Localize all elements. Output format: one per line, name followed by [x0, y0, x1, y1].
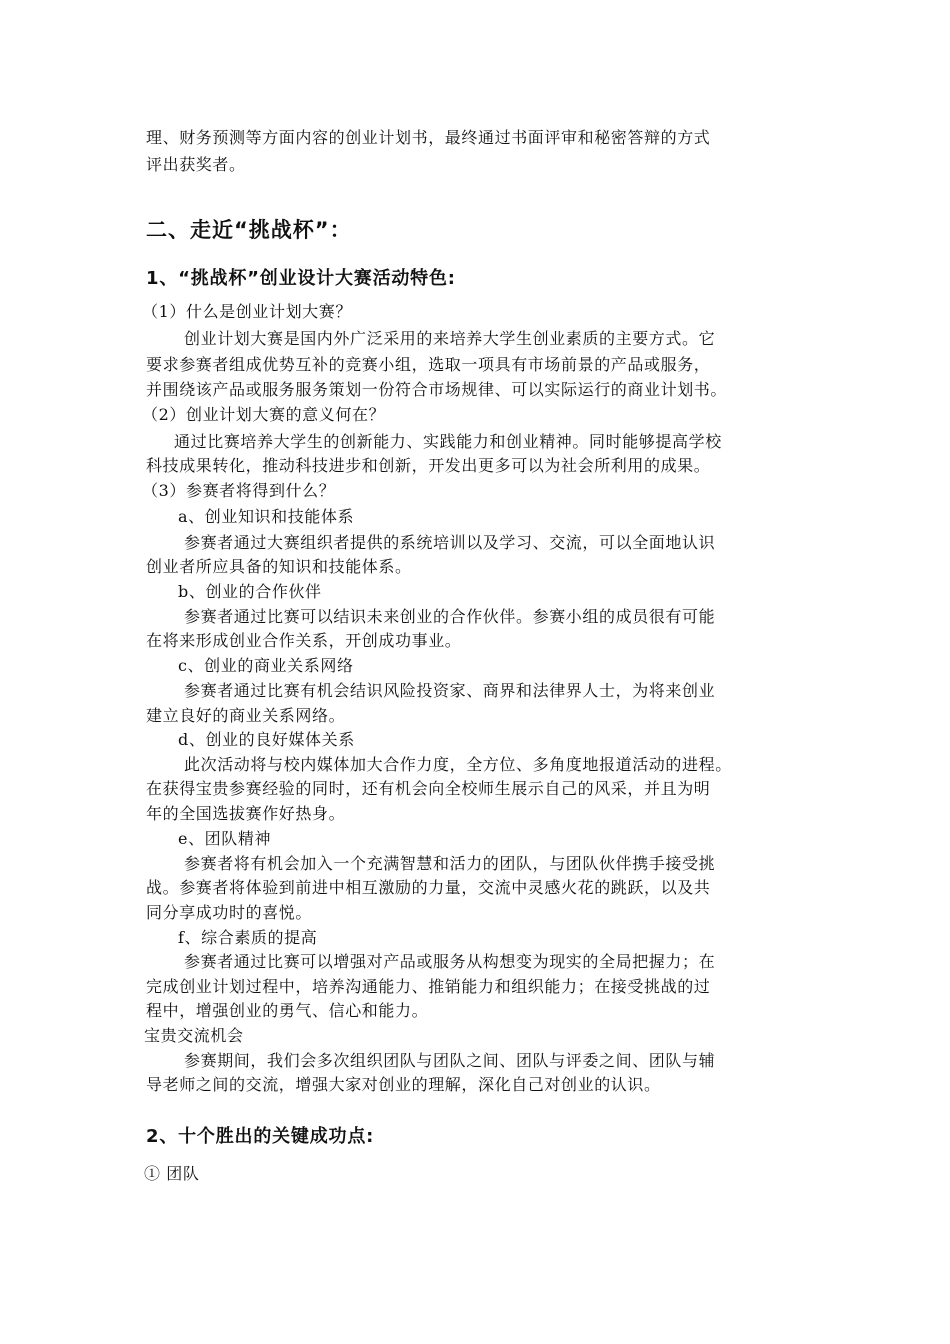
item-e-title: e、团队精神	[178, 829, 272, 848]
item-b-paragraph-line: 在将来形成创业合作关系，开创成功事业。	[146, 631, 462, 650]
question-1-paragraph-line: 要求参赛者组成优势互补的竞赛小组，选取一项具有市场前景的产品或服务，	[146, 355, 711, 374]
item-f-title: f、综合素质的提高	[178, 928, 318, 947]
question-1: （1）什么是创业计划大赛？	[142, 302, 352, 321]
item-c-paragraph-line: 建立良好的商业关系网络。	[146, 706, 346, 725]
question-1-paragraph-line: 并围绕该产品或服务服务策划一份符合市场规律、可以实际运行的商业计划书。	[146, 380, 728, 399]
question-3: （3）参赛者将得到什么？	[142, 481, 336, 500]
item-c-paragraph-line: 参赛者通过比赛有机会结识风险投资家、商界和法律界人士，为将来创业	[184, 681, 716, 700]
item-f-paragraph-line: 程中，增强创业的勇气、信心和能力。	[146, 1001, 429, 1020]
item-e-paragraph-line: 战。参赛者将体验到前进中相互激励的力量，交流中灵感火花的跳跃，以及共	[146, 878, 711, 897]
item-d-paragraph-line: 年的全国选拔赛作好热身。	[146, 804, 346, 823]
subsection-2-heading: 2、十个胜出的关键成功点:	[146, 1126, 375, 1147]
subsection-1-heading: 1、“挑战杯”创业设计大赛活动特色:	[146, 268, 456, 289]
intro-line-1: 理、财务预测等方面内容的创业计划书，最终通过书面评审和秘密答辩的方式	[146, 128, 711, 147]
item-a-paragraph-line: 创业者所应具备的知识和技能体系。	[146, 557, 412, 576]
question-2: （2）创业计划大赛的意义何在？	[142, 405, 386, 424]
item-e-paragraph-line: 参赛者将有机会加入一个充满智慧和活力的团队，与团队伙伴携手接受挑	[184, 854, 716, 873]
intro-line-2: 评出获奖者。	[146, 155, 246, 174]
item-f-paragraph-line: 完成创业计划过程中，培养沟通能力、推销能力和组织能力；在接受挑战的过	[146, 977, 711, 996]
question-2-paragraph-line: 科技成果转化，推动科技进步和创新，开发出更多可以为社会所利用的成果。	[146, 456, 711, 475]
question-1-paragraph-line: 创业计划大赛是国内外广泛采用的来培养大学生创业素质的主要方式。它	[184, 329, 716, 348]
item-f-paragraph-line: 参赛者通过比赛可以增强对产品或服务从构想变为现实的全局把握力；在	[184, 952, 716, 971]
question-2-paragraph-line: 通过比赛培养大学生的创新能力、实践能力和创业精神。同时能够提高学校	[174, 432, 722, 451]
item-a-title: a、创业知识和技能体系	[178, 507, 355, 526]
section-2-heading: 二、走近“挑战杯”：	[146, 218, 352, 242]
item-b-title: b、创业的合作伙伴	[178, 582, 322, 601]
item-b-paragraph-line: 参赛者通过比赛可以结识未来创业的合作伙伴。参赛小组的成员很有可能	[184, 607, 716, 626]
item-g-title: 宝贵交流机会	[144, 1026, 244, 1045]
item-a-paragraph-line: 参赛者通过大赛组织者提供的系统培训以及学习、交流，可以全面地认识	[184, 533, 716, 552]
item-g-paragraph-line: 参赛期间，我们会多次组织团队与团队之间、团队与评委之间、团队与辅	[184, 1051, 716, 1070]
item-d-paragraph-line: 在获得宝贵参赛经验的同时，还有机会向全校师生展示自己的风采，并且为明	[146, 779, 711, 798]
item-d-paragraph-line: 此次活动将与校内媒体加大合作力度，全方位、多角度地报道活动的进程。	[184, 755, 732, 774]
item-e-paragraph-line: 同分享成功时的喜悦。	[146, 903, 313, 922]
item-c-title: c、创业的商业关系网络	[178, 656, 354, 675]
key-point-item-1: ① 团队	[144, 1164, 200, 1183]
item-g-paragraph-line: 导老师之间的交流，增强大家对创业的理解，深化自己对创业的认识。	[146, 1075, 661, 1094]
item-d-title: d、创业的良好媒体关系	[178, 730, 355, 749]
